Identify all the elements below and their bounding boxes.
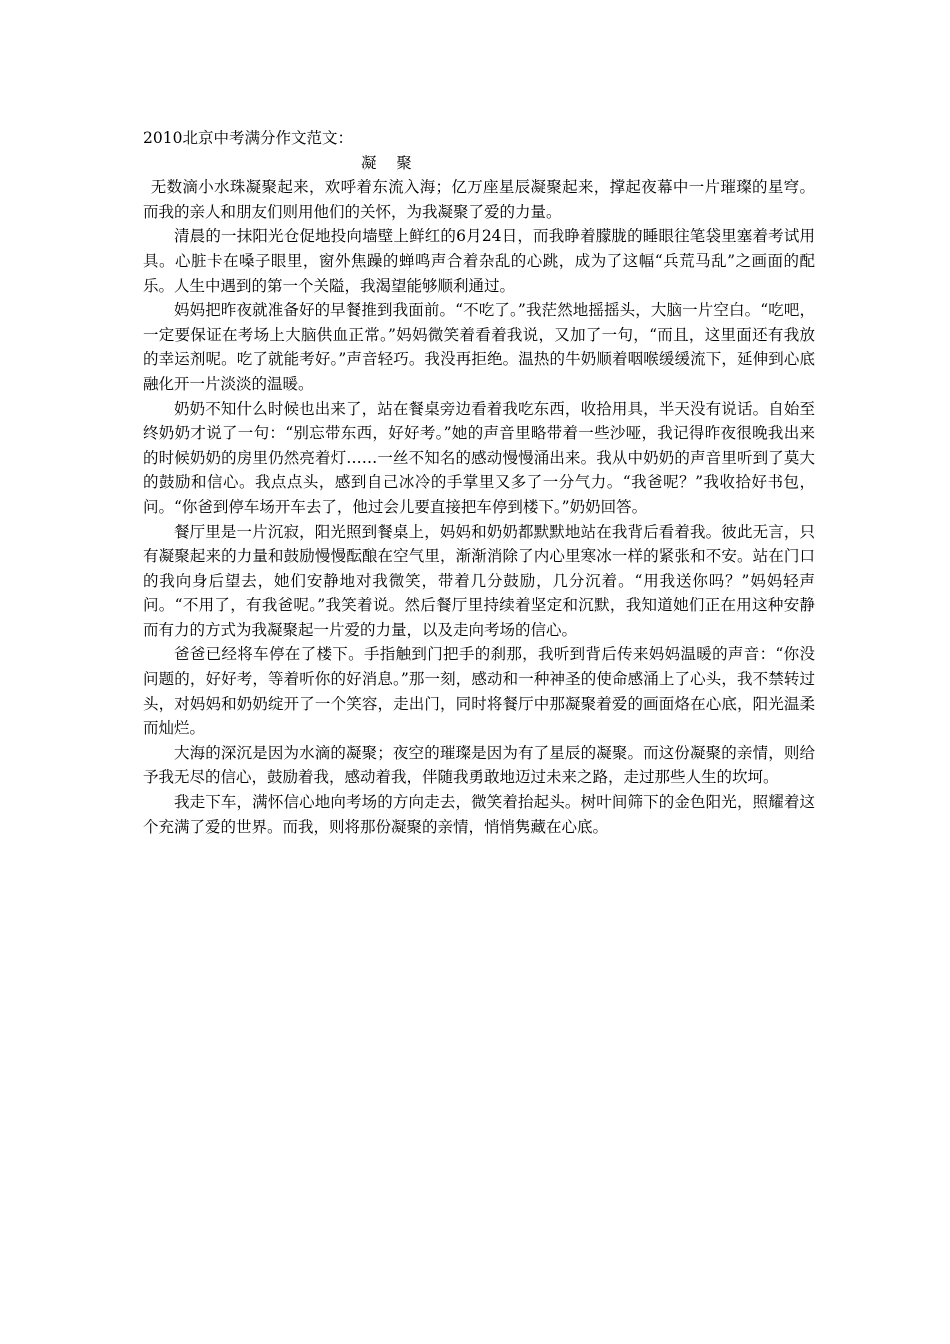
essay-title: 凝 聚	[361, 153, 412, 172]
essay-paragraph: 奶奶不知什么时候也出来了，站在餐桌旁边看着我吃东西，收拾用具，半天没有说话。自始至终奶奶才说了一句：“别忘带东西，好好考。”她的声音里略带着一些沙哑，我记得昨夜很晚我出来的时候奶奶的房里仍然亮着灯……一丝不知名的感动慢慢涌出来。我从中奶奶的声音里听到了莫大的鼓励和信心。我点点头，感到自己冰冷的手掌里又多了一分气力。“我爸呢？”我收拾好书包，问。“你爸到停车场开车去了，他过会儿要直接把车停到楼下。”奶奶回答。	[143, 399, 815, 516]
essay-paragraph: 大海的深沉是因为水滴的凝聚；夜空的璀璨是因为有了星辰的凝聚。而这份凝聚的亲情，则给予我无尽的信心，鼓励着我，感动着我，伴随我勇敢地迈过未来之路，走过那些人生的坎坷。	[143, 743, 815, 787]
essay-paragraph: 我走下车，满怀信心地向考场的方向走去，微笑着抬起头。树叶间筛下的金色阳光，照耀着这个充满了爱的世界。而我，则将那份凝聚的亲情，悄悄隽藏在心底。	[143, 793, 815, 836]
essay-paragraph: 清晨的一抹阳光仓促地投向墙壁上鲜红的6月24日，而我睁着朦胧的睡眼往笔袋里塞着考试用具。心脏卡在嗓子眼里，窗外焦躁的蝉鸣声合着杂乱的心跳，成为了这幅“兵荒马乱”之画面的配乐。人生中遇到的第一个关隘，我渴望能够顺利通过。	[143, 227, 815, 295]
essay-paragraph: 妈妈把昨夜就准备好的早餐推到我面前。“不吃了。”我茫然地摇摇头，大脑一片空白。“吃吧，一定要保证在考场上大脑供血正常。”妈妈微笑着看着我说，又加了一句，“而且，这里面还有我放的幸运剂呢。吃了就能考好。”声音轻巧。我没再拒绝。温热的牛奶顺着咽喉缓缓流下，延伸到心底融化开一片淡淡的温暖。	[143, 301, 815, 393]
document-page	[143, 126, 815, 839]
essay-paragraph: 爸爸已经将车停在了楼下。手指触到门把手的刹那，我听到背后传来妈妈温暖的声音：“你没问题的，好好考，等着听你的好消息。”那一刻，感动和一种神圣的使命感涌上了心头，我不禁转过头，对妈妈和奶奶绽开了一个笑容，走出门，同时将餐厅中那凝聚着爱的画面烙在心底，阳光温柔而灿烂。	[143, 645, 815, 738]
document-heading: 2010北京中考满分作文范文：	[143, 129, 353, 147]
essay-paragraph: 无数滴小水珠凝聚起来，欢呼着东流入海；亿万座星辰凝聚起来，撑起夜幕中一片璀璨的星穹。而我的亲人和朋友们则用他们的关怀，为我凝聚了爱的力量。	[143, 178, 815, 221]
essay-paragraph: 餐厅里是一片沉寂，阳光照到餐桌上，妈妈和奶奶都默默地站在我背后看着我。彼此无言，只有凝聚起来的力量和鼓励慢慢酝酿在空气里，渐渐消除了内心里寒冰一样的紧张和不安。站在门口的我向身后望去，她们安静地对我微笑，带着几分鼓励，几分沉着。“用我送你吗？”妈妈轻声问。“不用了，有我爸呢。”我笑着说。然后餐厅里持续着坚定和沉默，我知道她们正在用这种安静而有力的方式为我凝聚起一片爱的力量，以及走向考场的信心。	[143, 522, 815, 639]
